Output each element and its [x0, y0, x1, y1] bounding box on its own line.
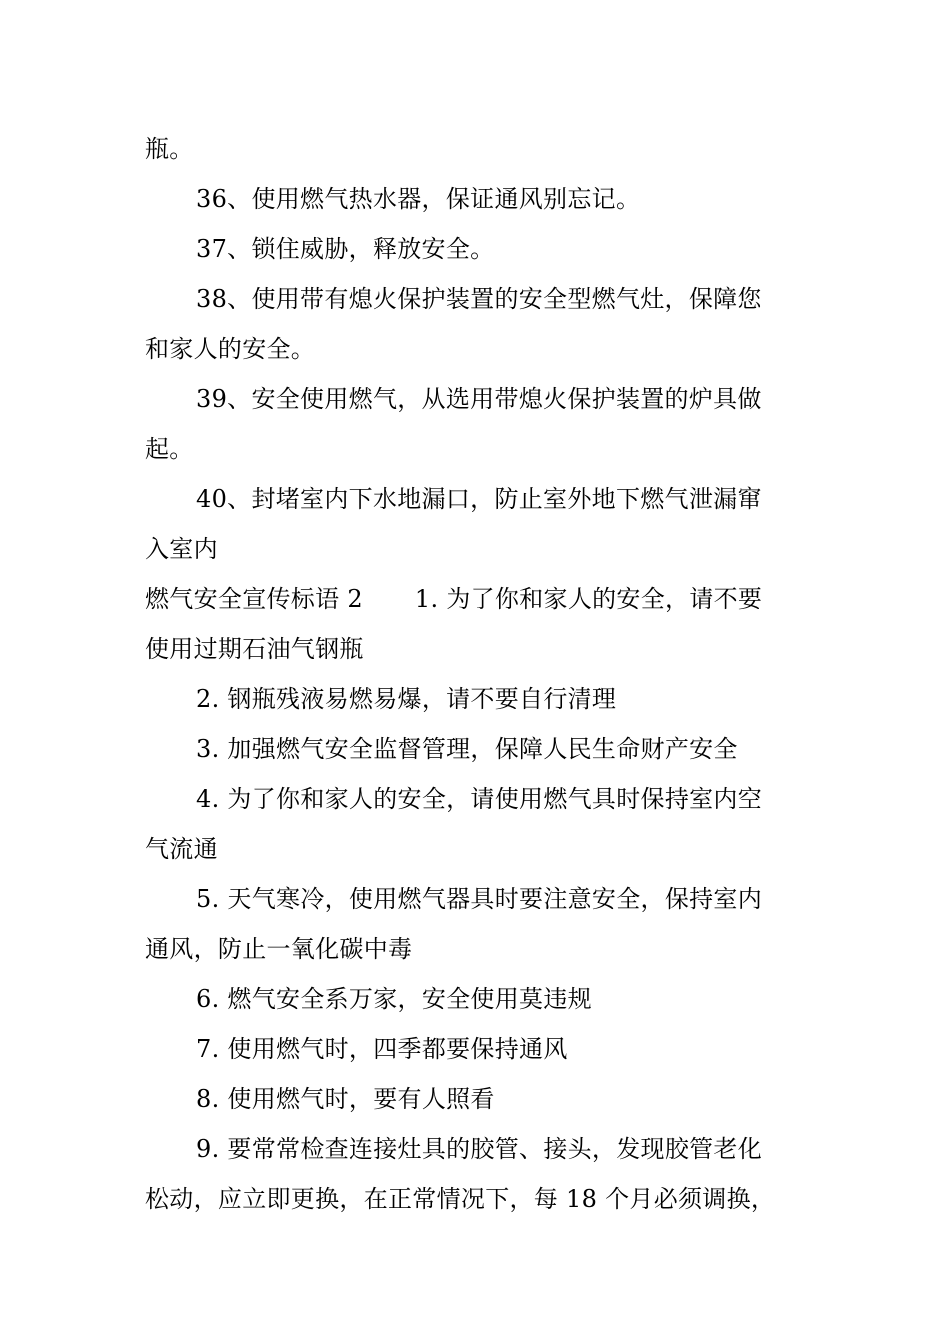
- text-line: 40、封堵室内下水地漏口，防止室外地下燃气泄漏窜: [196, 485, 762, 513]
- section-heading: 燃气安全宣传标语 2: [145, 585, 363, 613]
- text-line: 38、使用带有熄火保护装置的安全型燃气灶，保障您: [196, 285, 762, 313]
- text-line: 7. 使用燃气时，四季都要保持通风: [196, 1035, 568, 1063]
- text-line: 通风，防止一氧化碳中毒: [145, 935, 413, 963]
- text-line: 8. 使用燃气时，要有人照看: [196, 1085, 495, 1113]
- text-line: 使用过期石油气钢瓶: [145, 635, 364, 663]
- text-line: 3. 加强燃气安全监督管理，保障人民生命财产安全: [196, 735, 738, 763]
- text-line: 瓶。: [145, 135, 194, 163]
- text-line: 9. 要常常检查连接灶具的胶管、接头，发现胶管老化: [196, 1135, 763, 1163]
- text-line: 起。: [145, 435, 194, 463]
- text-line: 松动，应立即更换，在正常情况下，每 18 个月必须调换，: [145, 1185, 776, 1213]
- text-line: 4. 为了你和家人的安全，请使用燃气具时保持室内空: [196, 785, 763, 813]
- text-line: 36、使用燃气热水器，保证通风别忘记。: [196, 185, 641, 213]
- section-heading-line: [145, 583, 815, 615]
- section-first-item: 1. 为了你和家人的安全，请不要: [414, 585, 763, 613]
- text-line: 6. 燃气安全系万家，安全使用莫违规: [196, 985, 592, 1013]
- text-line: 37、锁住威胁，释放安全。: [196, 235, 495, 263]
- text-line: 2. 钢瓶残液易燃易爆，请不要自行清理: [196, 685, 617, 713]
- text-line: 5. 天气寒冷，使用燃气器具时要注意安全，保持室内: [196, 885, 763, 913]
- text-line: 39、安全使用燃气，从选用带熄火保护装置的炉具做: [196, 385, 762, 413]
- text-line: 入室内: [145, 535, 218, 563]
- text-line: 气流通: [145, 835, 218, 863]
- text-line: 和家人的安全。: [145, 335, 316, 363]
